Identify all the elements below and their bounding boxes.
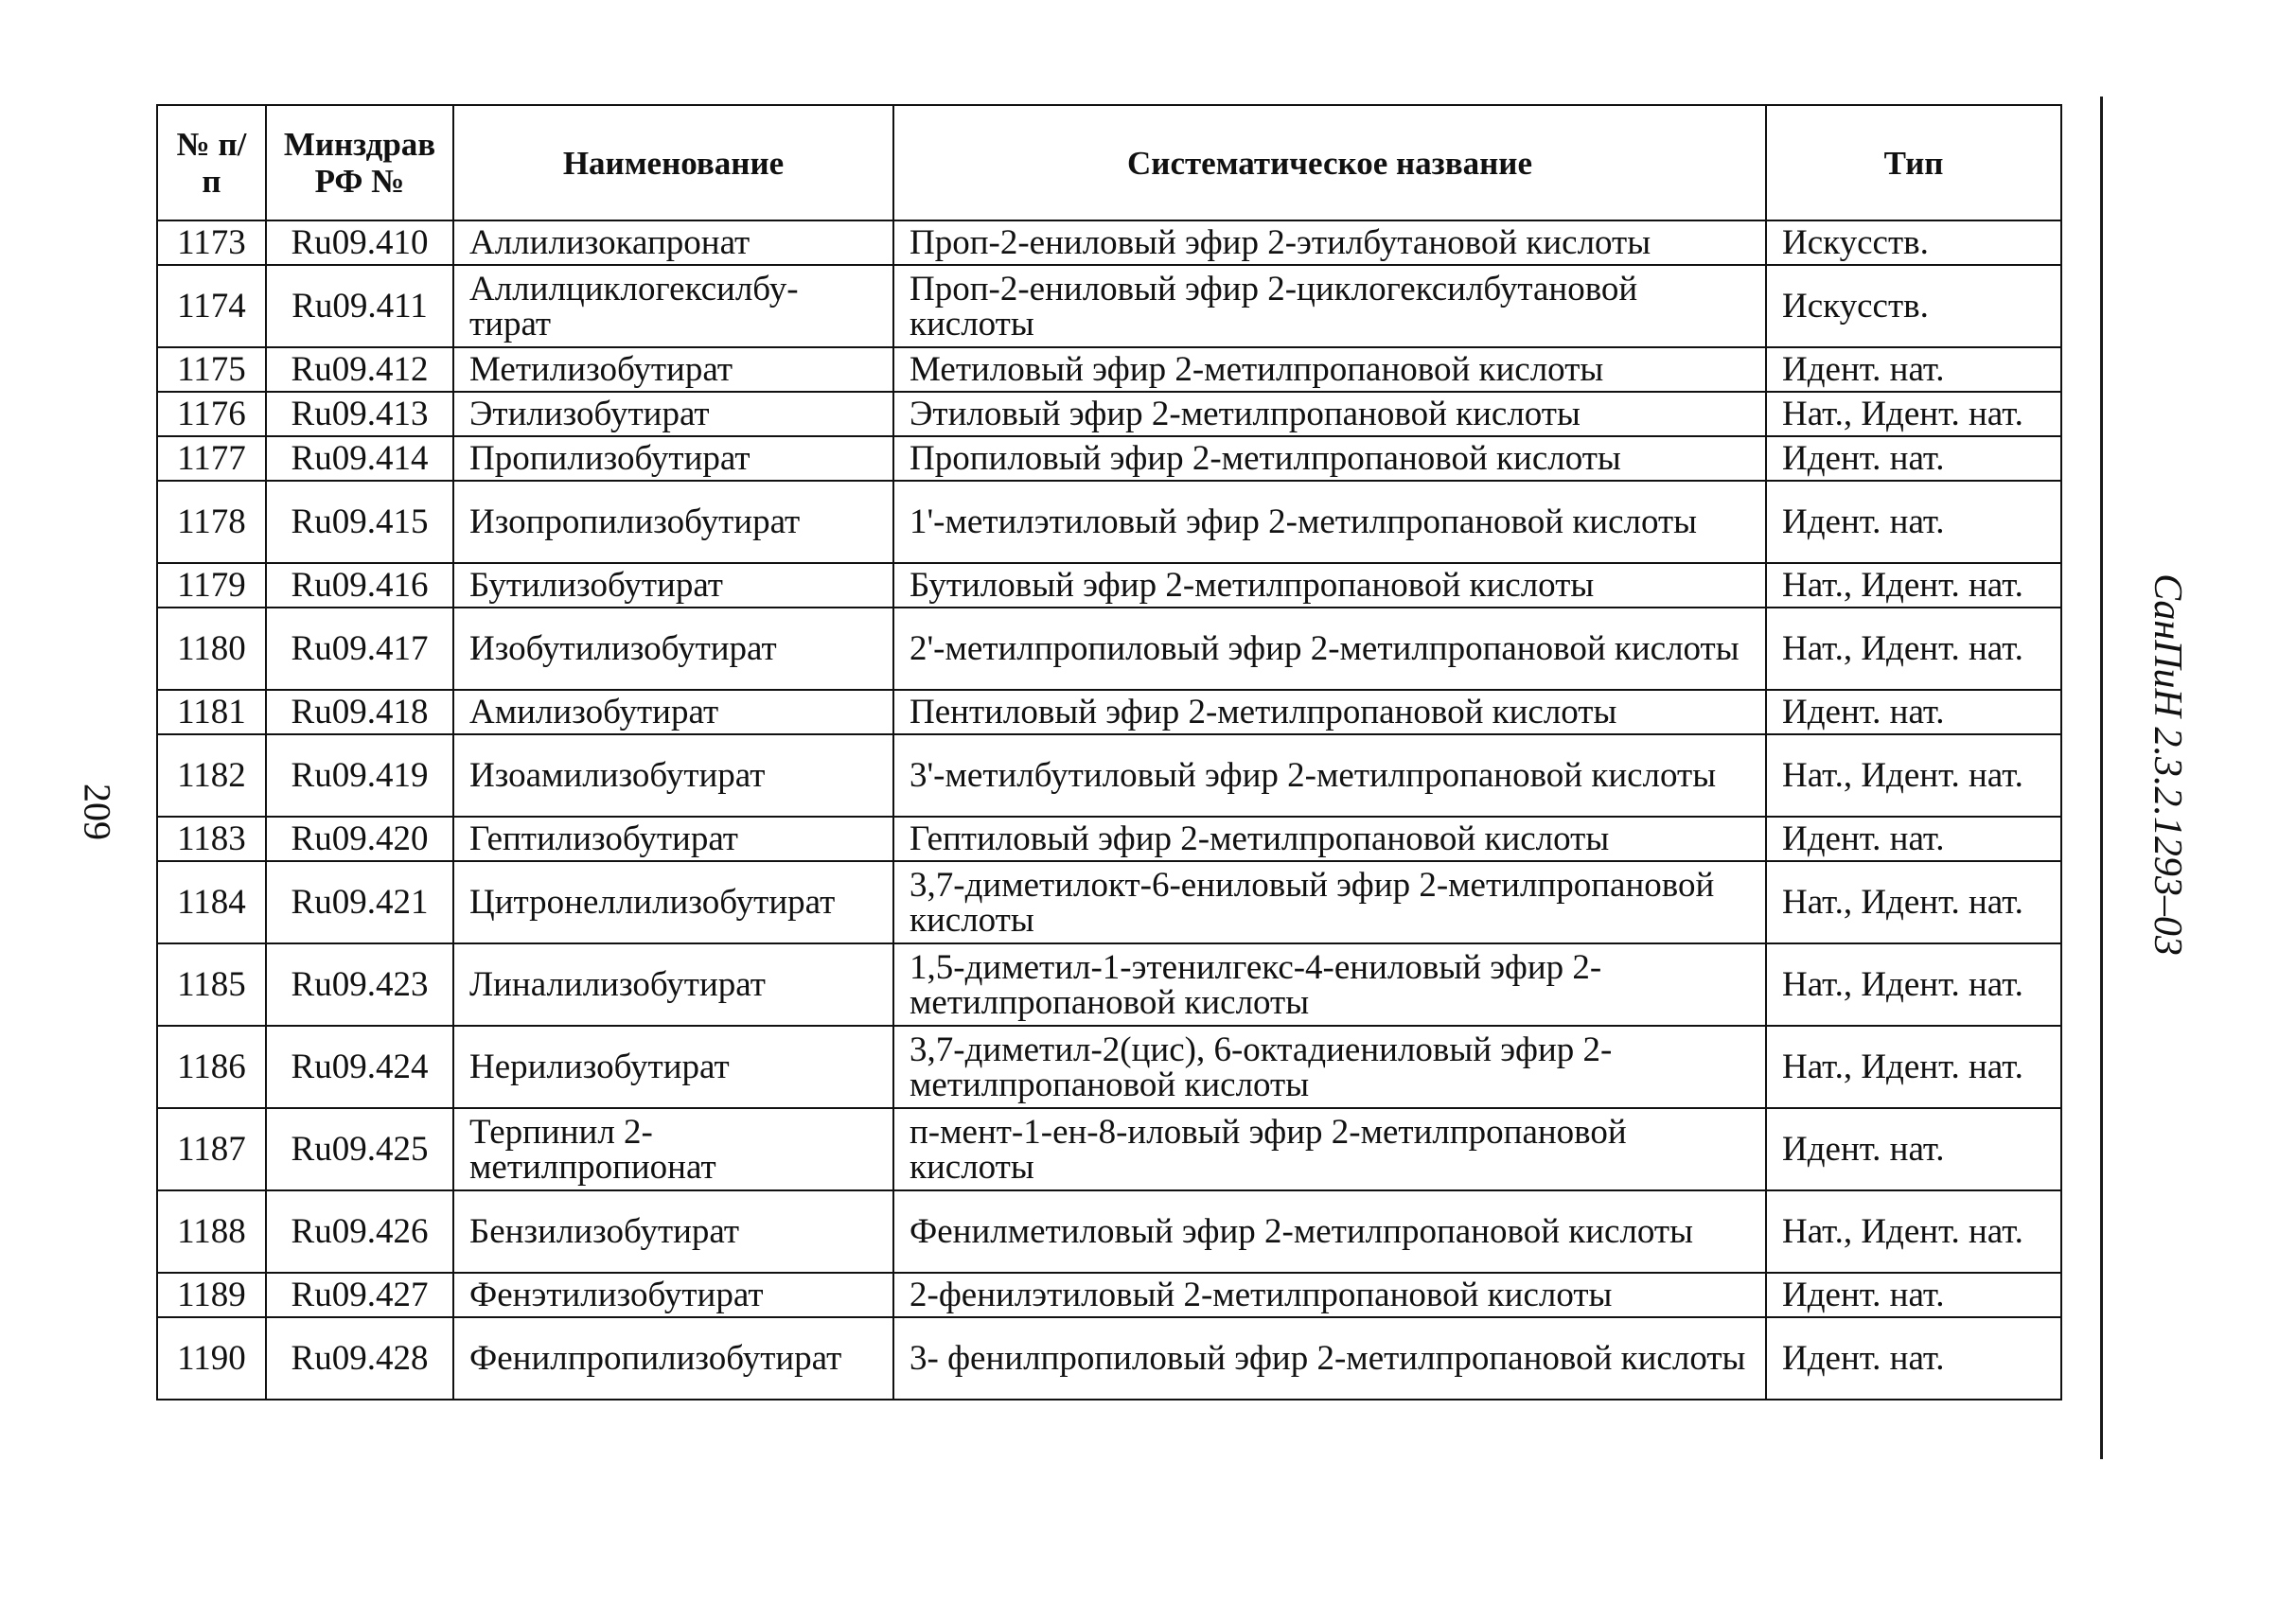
row-code: Ru09.417: [266, 608, 453, 690]
row-type: Нат., Идент. нат.: [1766, 563, 2061, 608]
row-type: Идент. нат.: [1766, 690, 2061, 734]
row-number: 1185: [157, 943, 266, 1026]
row-type: Идент. нат.: [1766, 1108, 2061, 1190]
table-row: [157, 1190, 2061, 1273]
margin-rule: [2100, 97, 2103, 1459]
table-row: [157, 1273, 2061, 1317]
row-name: Изопропилизобутират: [453, 481, 893, 563]
row-systematic-name: Метиловый эфир 2-метилпропановой кислоты: [893, 347, 1766, 392]
row-name: Цитронеллилизобутират: [453, 861, 893, 943]
row-systematic-name: Этиловый эфир 2-метилпропановой кислоты: [893, 392, 1766, 436]
row-number: 1173: [157, 220, 266, 265]
row-code: Ru09.414: [266, 436, 453, 481]
row-number: 1189: [157, 1273, 266, 1317]
table-row: [157, 436, 2061, 481]
row-code: Ru09.415: [266, 481, 453, 563]
row-systematic-name: 2'-метилпропиловый эфир 2-метилпропановой кислоты: [893, 608, 1766, 690]
table-row: [157, 1026, 2061, 1108]
header-code: Минздрав РФ №: [266, 105, 453, 220]
row-systematic-name: Пропиловый эфир 2-метилпропановой кислоты: [893, 436, 1766, 481]
table-body: [157, 220, 2061, 1400]
row-type: Нат., Идент. нат.: [1766, 608, 2061, 690]
header-type: Тип: [1766, 105, 2061, 220]
row-code: Ru09.412: [266, 347, 453, 392]
row-systematic-name: Бутиловый эфир 2-метилпропановой кислоты: [893, 563, 1766, 608]
header-name: Наименование: [453, 105, 893, 220]
table-row: [157, 220, 2061, 265]
row-code: Ru09.410: [266, 220, 453, 265]
row-name: Терпинил 2-метилпропионат: [453, 1108, 893, 1190]
row-systematic-name: 2-фенилэтиловый 2-метилпропановой кислоты: [893, 1273, 1766, 1317]
table-row: [157, 1317, 2061, 1400]
row-code: Ru09.425: [266, 1108, 453, 1190]
row-number: 1186: [157, 1026, 266, 1108]
row-name: Фенилпропилизобутират: [453, 1317, 893, 1400]
row-type: Искусств.: [1766, 265, 2061, 347]
row-systematic-name: Проп-2-ениловый эфир 2-циклогексилбутановой кислоты: [893, 265, 1766, 347]
row-type: Искусств.: [1766, 220, 2061, 265]
row-number: 1175: [157, 347, 266, 392]
row-name: Аллилциклогексилбу-тират: [453, 265, 893, 347]
row-type: Нат., Идент. нат.: [1766, 943, 2061, 1026]
row-code: Ru09.420: [266, 817, 453, 861]
row-number: 1181: [157, 690, 266, 734]
table-row: [157, 347, 2061, 392]
row-type: Нат., Идент. нат.: [1766, 734, 2061, 817]
row-type: Нат., Идент. нат.: [1766, 1190, 2061, 1273]
row-name: Аллилизокапронат: [453, 220, 893, 265]
row-name: Амилизобутират: [453, 690, 893, 734]
row-name: Изоамилизобутират: [453, 734, 893, 817]
row-systematic-name: 1'-метилэтиловый эфир 2-метилпропановой кислоты: [893, 481, 1766, 563]
row-systematic-name: п-мент-1-ен-8-иловый эфир 2-метилпропановой кислоты: [893, 1108, 1766, 1190]
row-systematic-name: Гептиловый эфир 2-метилпропановой кислоты: [893, 817, 1766, 861]
row-code: Ru09.426: [266, 1190, 453, 1273]
row-name: Бутилизобутират: [453, 563, 893, 608]
row-number: 1178: [157, 481, 266, 563]
row-number: 1180: [157, 608, 266, 690]
row-number: 1176: [157, 392, 266, 436]
row-type: Идент. нат.: [1766, 347, 2061, 392]
row-type: Идент. нат.: [1766, 817, 2061, 861]
table-row: [157, 943, 2061, 1026]
row-code: Ru09.428: [266, 1317, 453, 1400]
row-code: Ru09.418: [266, 690, 453, 734]
row-name: Гептилизобутират: [453, 817, 893, 861]
header-num: № п/п: [157, 105, 266, 220]
row-systematic-name: 3,7-диметилокт-6-ениловый эфир 2-метилпропановой кислоты: [893, 861, 1766, 943]
row-systematic-name: Пентиловый эфир 2-метилпропановой кислоты: [893, 690, 1766, 734]
row-number: 1177: [157, 436, 266, 481]
row-code: Ru09.427: [266, 1273, 453, 1317]
row-code: Ru09.421: [266, 861, 453, 943]
header-systematic: Систематическое название: [893, 105, 1766, 220]
row-systematic-name: 3,7-диметил-2(цис), 6-октадиениловый эфир 2-метилпропановой кислоты: [893, 1026, 1766, 1108]
table-row: [157, 734, 2061, 817]
table-row: [157, 392, 2061, 436]
row-code: Ru09.419: [266, 734, 453, 817]
row-name: Бензилизобутират: [453, 1190, 893, 1273]
row-systematic-name: 3'-метилбутиловый эфир 2-метилпропановой кислоты: [893, 734, 1766, 817]
row-type: Нат., Идент. нат.: [1766, 861, 2061, 943]
row-name: Линалилизобутират: [453, 943, 893, 1026]
row-code: Ru09.411: [266, 265, 453, 347]
row-systematic-name: Проп-2-ениловый эфир 2-этилбутановой кислоты: [893, 220, 1766, 265]
table-row: [157, 861, 2061, 943]
row-systematic-name: Фенилметиловый эфир 2-метилпропановой кислоты: [893, 1190, 1766, 1273]
row-code: Ru09.424: [266, 1026, 453, 1108]
row-number: 1182: [157, 734, 266, 817]
table-row: [157, 817, 2061, 861]
row-name: Нерилизобутират: [453, 1026, 893, 1108]
row-number: 1187: [157, 1108, 266, 1190]
page-number: 209: [76, 784, 119, 840]
row-code: Ru09.413: [266, 392, 453, 436]
row-type: Нат., Идент. нат.: [1766, 1026, 2061, 1108]
row-number: 1190: [157, 1317, 266, 1400]
table-row: [157, 690, 2061, 734]
row-number: 1188: [157, 1190, 266, 1273]
table-row: [157, 265, 2061, 347]
row-type: Идент. нат.: [1766, 481, 2061, 563]
row-name: Пропилизобутират: [453, 436, 893, 481]
flavoring-substances-table: [156, 104, 2062, 1400]
table-row: [157, 608, 2061, 690]
row-name: Метилизобутират: [453, 347, 893, 392]
table-row: [157, 1108, 2061, 1190]
row-code: Ru09.416: [266, 563, 453, 608]
row-number: 1183: [157, 817, 266, 861]
table-header-row: [157, 105, 2061, 220]
row-number: 1179: [157, 563, 266, 608]
table-row: [157, 563, 2061, 608]
row-number: 1174: [157, 265, 266, 347]
row-code: Ru09.423: [266, 943, 453, 1026]
row-type: Идент. нат.: [1766, 1317, 2061, 1400]
row-name: Изобутилизобутират: [453, 608, 893, 690]
row-type: Идент. нат.: [1766, 1273, 2061, 1317]
row-name: Этилизобутират: [453, 392, 893, 436]
row-systematic-name: 1,5-диметил-1-этенилгекс-4-ениловый эфир 2-метилпропановой кислоты: [893, 943, 1766, 1026]
row-number: 1184: [157, 861, 266, 943]
row-systematic-name: 3- фенилпропиловый эфир 2-метилпропановой кислоты: [893, 1317, 1766, 1400]
table-row: [157, 481, 2061, 563]
row-type: Нат., Идент. нат.: [1766, 392, 2061, 436]
row-name: Фенэтилизобутират: [453, 1273, 893, 1317]
document-side-title: СанПиН 2.3.2.1293–03: [2146, 573, 2189, 956]
row-type: Идент. нат.: [1766, 436, 2061, 481]
